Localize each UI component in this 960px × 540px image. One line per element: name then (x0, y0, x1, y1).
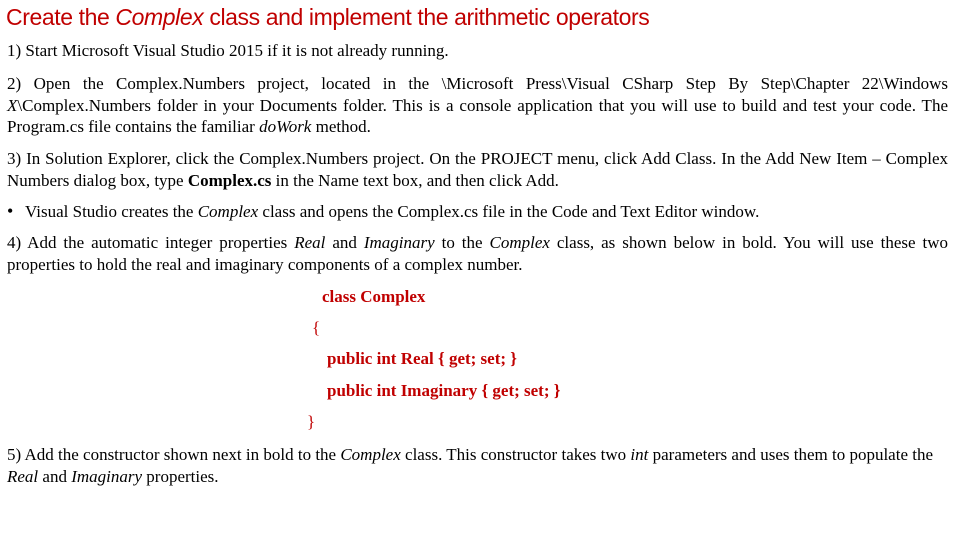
title-class-name: Complex (115, 4, 204, 30)
step-3-text-b: in the Name text box, and then click Add. (271, 170, 559, 190)
step-4-text-d: class, as shown below in bold. You will use these two properties to hold the real and imaginary components of a complex number. (7, 233, 948, 274)
step-2-text-a: 2) Open the Complex.Numbers project, located in the \Microsoft Press\Visual CSharp Step By Step\Chapter 22\Windows (7, 74, 948, 93)
bullet-text-a: Visual Studio creates the (25, 202, 198, 221)
bullet-text-b: class and opens the Complex.cs file in the Code and Text Editor window. (258, 202, 760, 221)
step-4-prop-imaginary: Imaginary (363, 233, 435, 252)
step-5-type-int: int (630, 445, 649, 464)
code-class-line: class Complex (322, 287, 426, 306)
step-4-text-c: to the (434, 233, 490, 252)
step-1-text: 1) Start Microsoft Visual Studio 2015 if it is not already running. (7, 41, 449, 60)
step-2-text-c: method. (311, 117, 371, 136)
step-5-class-name: Complex (340, 445, 401, 464)
step-1 (7, 40, 948, 62)
step-5-text-c: parameters and uses them to populate the (648, 445, 934, 464)
step-5 (7, 444, 948, 487)
bullet-class-name: Complex (197, 202, 259, 221)
step-4-class-name: Complex (489, 233, 550, 252)
code-open-brace: { (312, 318, 321, 337)
step-5-prop-imaginary: Imaginary (71, 466, 143, 486)
step-4-text-b: and (325, 233, 364, 252)
title-prefix: Create the (6, 4, 116, 30)
step-2-x: X (7, 95, 18, 115)
step-5-text-b: class. This constructor takes two (400, 445, 631, 464)
step-5-prop-real: Real (7, 466, 39, 486)
step-5-text-a: 5) Add the constructor shown next in bold to the (7, 445, 341, 464)
bullet-dot-icon: • (7, 201, 14, 221)
step-3 (7, 148, 948, 191)
slide-title (6, 4, 649, 31)
step-3-text-a: 3) In Solution Explorer, click the Complex.Numbers project. On the PROJECT menu, click Add Class. In the Add New Item – Complex Numbers dialog box, type (7, 149, 948, 190)
step-2 (7, 73, 948, 138)
step-2-method: doWork (259, 117, 312, 136)
step-2-text-b: \Complex.Numbers folder in your Documents folder. This is a console application that you will use to build and test your code. The Program.cs file contains the familiar (7, 95, 948, 136)
title-suffix: class and implement the arithmetic operators (203, 4, 650, 30)
step-4 (7, 232, 948, 275)
step-4-text-a: 4) Add the automatic integer properties (7, 233, 295, 252)
code-real-property: public int Real { get; set; } (327, 349, 517, 368)
step-4-prop-real: Real (294, 233, 326, 252)
step-3-filename: Complex.cs (187, 170, 272, 190)
bullet-item (7, 201, 759, 223)
step-5-text-d: and (38, 466, 72, 486)
step-5-text-e: properties. (142, 466, 219, 486)
code-imaginary-property: public int Imaginary { get; set; } (327, 381, 561, 400)
code-close-brace: } (307, 412, 316, 431)
